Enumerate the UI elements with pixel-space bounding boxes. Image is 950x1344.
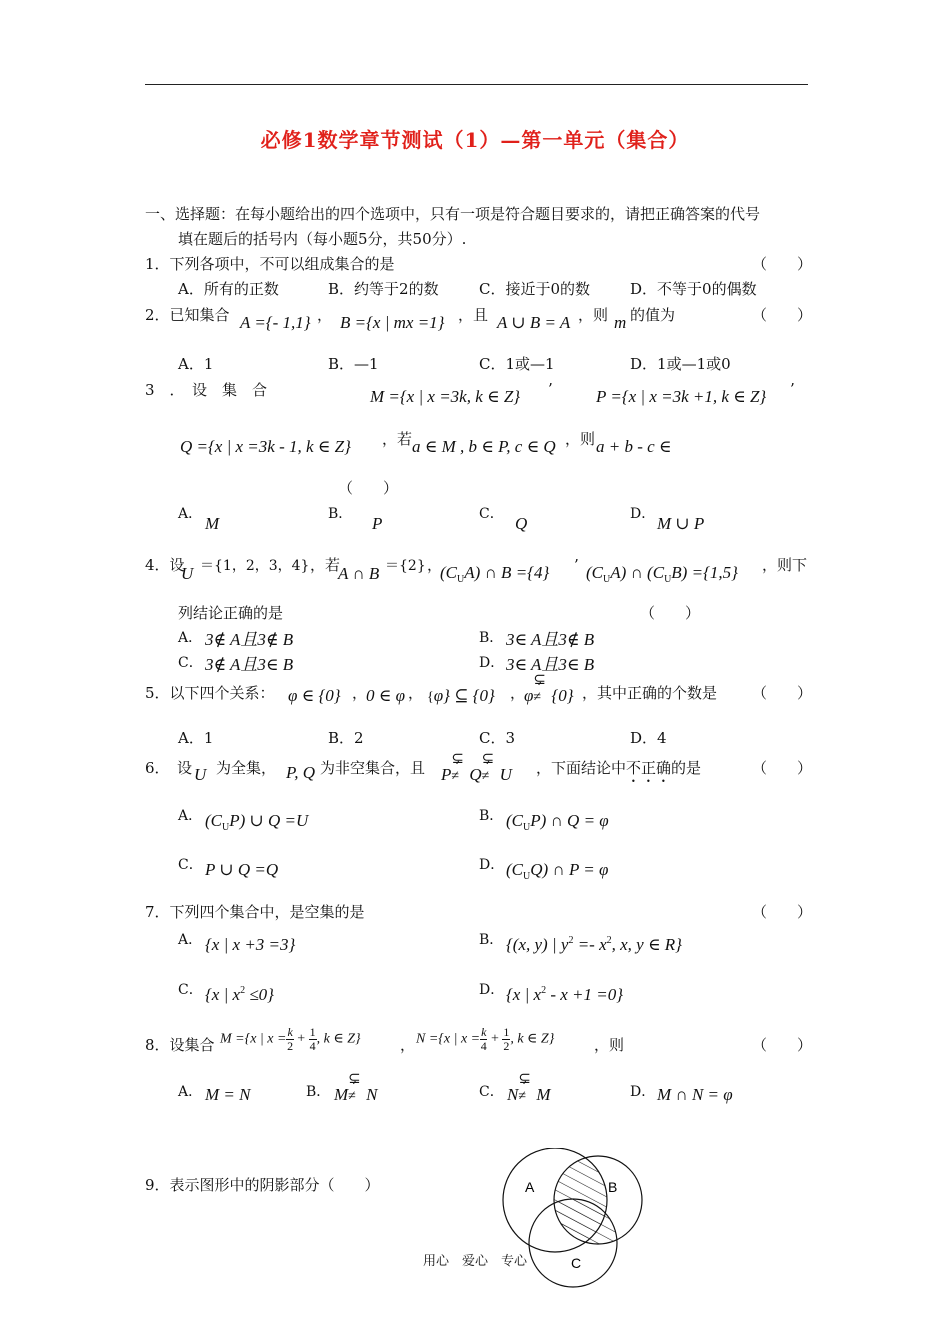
q3-expr: a + b - c ∈ bbox=[596, 437, 672, 456]
q8-option-a[interactable]: M = N bbox=[205, 1085, 251, 1104]
q8-set-n: N ={x | x = $\frac{k}{4}$ + $\frac{1}{2}$ , k ∈ Z} bbox=[416, 1025, 555, 1053]
q7-option-a-label[interactable]: A． bbox=[178, 932, 203, 948]
q8-set-m: M ={x | x = $\frac{k}{2}$ + $\frac{1}{4}$ , k ∈ Z} bbox=[220, 1025, 361, 1053]
q2-var: m bbox=[614, 313, 627, 332]
q3-option-c[interactable]: Q bbox=[515, 514, 528, 533]
q2-set-a: A ={- 1,1} bbox=[240, 313, 311, 332]
q5-relation-4: φ ⊊ ≠ {0} bbox=[524, 672, 574, 705]
q5-option-b[interactable]: B．2 bbox=[328, 729, 364, 747]
q8-option-b[interactable]: M ⊊ ≠ N bbox=[334, 1071, 378, 1104]
q3-answer-paren[interactable]: （ ） bbox=[338, 479, 399, 497]
q4-intersection-val: ＝{2} bbox=[385, 558, 426, 574]
q6-relation: P ⊊ ≠ Q ⊊ ≠ U bbox=[441, 751, 512, 784]
q7-option-b[interactable]: {(x, y) | $y^2 =- x^2$, x, y ∈ R} bbox=[506, 935, 682, 954]
q2-option-c[interactable]: C．1或—1 bbox=[479, 355, 555, 373]
q2-sep: ， bbox=[317, 306, 333, 324]
q6-option-a-label[interactable]: A． bbox=[178, 808, 203, 824]
q5-option-d[interactable]: D．4 bbox=[630, 729, 667, 747]
q6-option-d[interactable]: $(C_UQ)$ ∩ P = φ bbox=[506, 860, 609, 882]
q6-option-b[interactable]: $(C_UP)$ ∩ Q = φ bbox=[506, 811, 609, 833]
q3-option-d[interactable]: M ∪ P bbox=[657, 514, 705, 533]
q6-option-a[interactable]: $(C_UP)$ ∪ Q =U bbox=[205, 811, 309, 833]
q7-option-b-label[interactable]: B． bbox=[479, 932, 504, 948]
q6-emphasis: 不正确 bbox=[626, 759, 672, 777]
q7-option-d-label[interactable]: D． bbox=[479, 982, 505, 998]
q6-option-c[interactable]: P ∪ Q =Q bbox=[205, 860, 279, 879]
q2-answer-paren[interactable]: （ ） bbox=[752, 306, 813, 324]
q5-stem: 5．以下四个关系： bbox=[145, 684, 275, 702]
q6-stem-d: ，下面结论中不正确的是 bbox=[536, 759, 702, 777]
q5-tail: ，其中正确的个数是 bbox=[582, 684, 718, 702]
q1-option-c[interactable]: C．接近于0的数 bbox=[479, 280, 591, 298]
q8-option-d[interactable]: M ∩ N = φ bbox=[657, 1085, 733, 1104]
q5-option-a[interactable]: A．1 bbox=[178, 729, 214, 747]
q1-option-a[interactable]: A．所有的正数 bbox=[178, 280, 279, 298]
header-rule bbox=[145, 84, 808, 85]
q2-option-b[interactable]: B．—1 bbox=[328, 355, 379, 373]
q8-stem-b: ，则 bbox=[594, 1036, 625, 1054]
q1-answer-paren[interactable]: （ ） bbox=[752, 255, 813, 273]
q3-stem-b: ，若 bbox=[382, 430, 413, 448]
q8-stem-a: 8．设集合 bbox=[145, 1036, 215, 1054]
q7-option-d[interactable]: {x | $x^2 - x +1 =0$} bbox=[506, 985, 624, 1004]
q6-stem-a: 6． 设 bbox=[145, 759, 193, 777]
q8-sep: ， bbox=[400, 1036, 416, 1054]
q4-stem-c: ，则下 bbox=[762, 556, 808, 574]
q4-option-b-label[interactable]: B． bbox=[479, 630, 504, 646]
q4-stem-line2: 列结论正确的是 bbox=[178, 604, 284, 622]
q8-option-d-label[interactable]: D． bbox=[630, 1084, 656, 1100]
label-b: B bbox=[608, 1179, 618, 1195]
q4-stem-b: ，若 bbox=[310, 556, 341, 574]
q2-option-d[interactable]: D．1或—1或0 bbox=[630, 355, 731, 373]
q2-set-b: B ={x | mx =1} bbox=[340, 313, 445, 332]
q5-sep3: ， bbox=[510, 684, 526, 702]
q4-option-a[interactable]: 3∉ A且3∉ B bbox=[205, 630, 294, 649]
q7-option-a[interactable]: {x | x +3 =3} bbox=[205, 935, 296, 954]
q5-relation-2: 0 ∈ φ bbox=[366, 686, 405, 705]
q6-option-d-label[interactable]: D． bbox=[479, 857, 505, 873]
q4-option-d[interactable]: 3∈ A且3∈ B bbox=[506, 655, 595, 674]
q1-stem: 1．下列各项中，不可以组成集合的是 bbox=[145, 255, 395, 273]
q8-option-c[interactable]: N ⊊ ≠ M bbox=[507, 1071, 551, 1104]
q5-option-c[interactable]: C．3 bbox=[479, 729, 516, 747]
q4-option-b[interactable]: 3∈ A且3∉ B bbox=[506, 630, 595, 649]
q4-option-a-label[interactable]: A． bbox=[178, 630, 203, 646]
q4-set-u: ＝{1，2，3，4} bbox=[200, 558, 310, 574]
q2-stem-d: 的值为 bbox=[630, 306, 676, 324]
q6-stem-c: 为非空集合，且 bbox=[320, 759, 426, 777]
section-heading-cont: 填在题后的括号内（每小题5分，共50分）. bbox=[178, 230, 467, 248]
q4-answer-paren[interactable]: （ ） bbox=[640, 604, 701, 622]
q3-option-b[interactable]: P bbox=[372, 514, 383, 533]
q3-sep2: ’ bbox=[790, 380, 795, 398]
q5-sep2: ， bbox=[408, 684, 424, 702]
q7-answer-paren[interactable]: （ ） bbox=[752, 903, 813, 921]
q6-var-u: U bbox=[194, 765, 207, 784]
q1-option-d[interactable]: D．不等于0的偶数 bbox=[630, 280, 757, 298]
q4-intersection: A ∩ B bbox=[338, 564, 380, 583]
page-title: 必修1数学章节测试（1）—第一单元（集合） bbox=[260, 128, 690, 152]
q3-set-m: M ={x | x =3k, k ∈ Z} bbox=[370, 387, 521, 406]
q8-option-a-label[interactable]: A． bbox=[178, 1084, 203, 1100]
q8-answer-paren[interactable]: （ ） bbox=[752, 1036, 813, 1054]
q3-set-p: P ={x | x =3k +1, k ∈ Z} bbox=[596, 387, 767, 406]
q6-stem-b: 为全集， bbox=[216, 759, 277, 777]
q8-option-c-label[interactable]: C． bbox=[479, 1084, 504, 1100]
q3-option-a[interactable]: M bbox=[205, 514, 220, 533]
q7-stem: 7．下列四个集合中，是空集的是 bbox=[145, 903, 365, 921]
q4-option-c-label[interactable]: C． bbox=[178, 655, 203, 671]
q4-stem-a: 4．设 bbox=[145, 556, 185, 574]
q2-option-a[interactable]: A．1 bbox=[178, 355, 214, 373]
q3-option-c-label[interactable]: C． bbox=[479, 506, 504, 522]
q8-option-b-label[interactable]: B． bbox=[306, 1084, 331, 1100]
q4-var-u: U bbox=[181, 564, 194, 583]
q5-relation-3: {φ} ⊆ {0} bbox=[427, 686, 495, 705]
q3-option-b-label[interactable]: B． bbox=[328, 506, 353, 522]
q3-set-q: Q ={x | x =3k - 1, k ∈ Z} bbox=[180, 437, 351, 456]
label-c: C bbox=[571, 1255, 582, 1271]
section-heading: 一、选择题：在每小题给出的四个选项中，只有一项是符合题目要求的，请把正确答案的代号 bbox=[145, 205, 761, 223]
q4-option-c[interactable]: 3∉ A且3∈ B bbox=[205, 655, 294, 674]
q3-option-d-label[interactable]: D． bbox=[630, 506, 656, 522]
q3-stem-a: 3 ． 设 集 合 bbox=[145, 381, 268, 399]
q4-complement-2: $(C_UA)$ ∩ $(C_UB) =\{1,5\}$ bbox=[586, 563, 738, 585]
q3-sep: ’ bbox=[548, 380, 553, 398]
q6-option-c-label[interactable]: C． bbox=[178, 857, 203, 873]
page-footer: 用心 爱心 专心 bbox=[422, 1254, 527, 1269]
label-a: A bbox=[525, 1179, 535, 1195]
q7-option-c-label[interactable]: C． bbox=[178, 982, 203, 998]
q1-option-b[interactable]: B．约等于2的数 bbox=[328, 280, 439, 298]
q4-sep: ， bbox=[427, 556, 443, 574]
q3-option-a-label[interactable]: A． bbox=[178, 506, 203, 522]
q2-stem-c: ，则 bbox=[578, 306, 609, 324]
q4-sep2: ’ bbox=[574, 556, 579, 574]
q2-stem-a: 2．已知集合 bbox=[145, 306, 230, 324]
q5-sep1: ， bbox=[352, 684, 368, 702]
q5-relation-1: φ ∈ {0} bbox=[288, 686, 341, 705]
q3-stem-c: ，则 bbox=[565, 430, 596, 448]
q6-option-b-label[interactable]: B． bbox=[479, 808, 504, 824]
q7-option-c[interactable]: {x | $x^2 \le 0$} bbox=[205, 985, 274, 1004]
q6-pq: P, Q bbox=[286, 763, 315, 782]
q5-answer-paren[interactable]: （ ） bbox=[752, 684, 813, 702]
q3-condition: a ∈ M , b ∈ P, c ∈ Q bbox=[412, 437, 556, 456]
q9-stem: 9．表示图形中的阴影部分（ ） bbox=[145, 1176, 380, 1194]
q4-complement-1: $(C_UA)$ ∩ B ={4} bbox=[440, 563, 550, 585]
q2-condition: A ∪ B = A bbox=[497, 313, 571, 332]
q6-answer-paren[interactable]: （ ） bbox=[752, 759, 813, 777]
q4-option-d-label[interactable]: D． bbox=[479, 655, 505, 671]
q2-stem-b: ，且 bbox=[458, 306, 489, 324]
